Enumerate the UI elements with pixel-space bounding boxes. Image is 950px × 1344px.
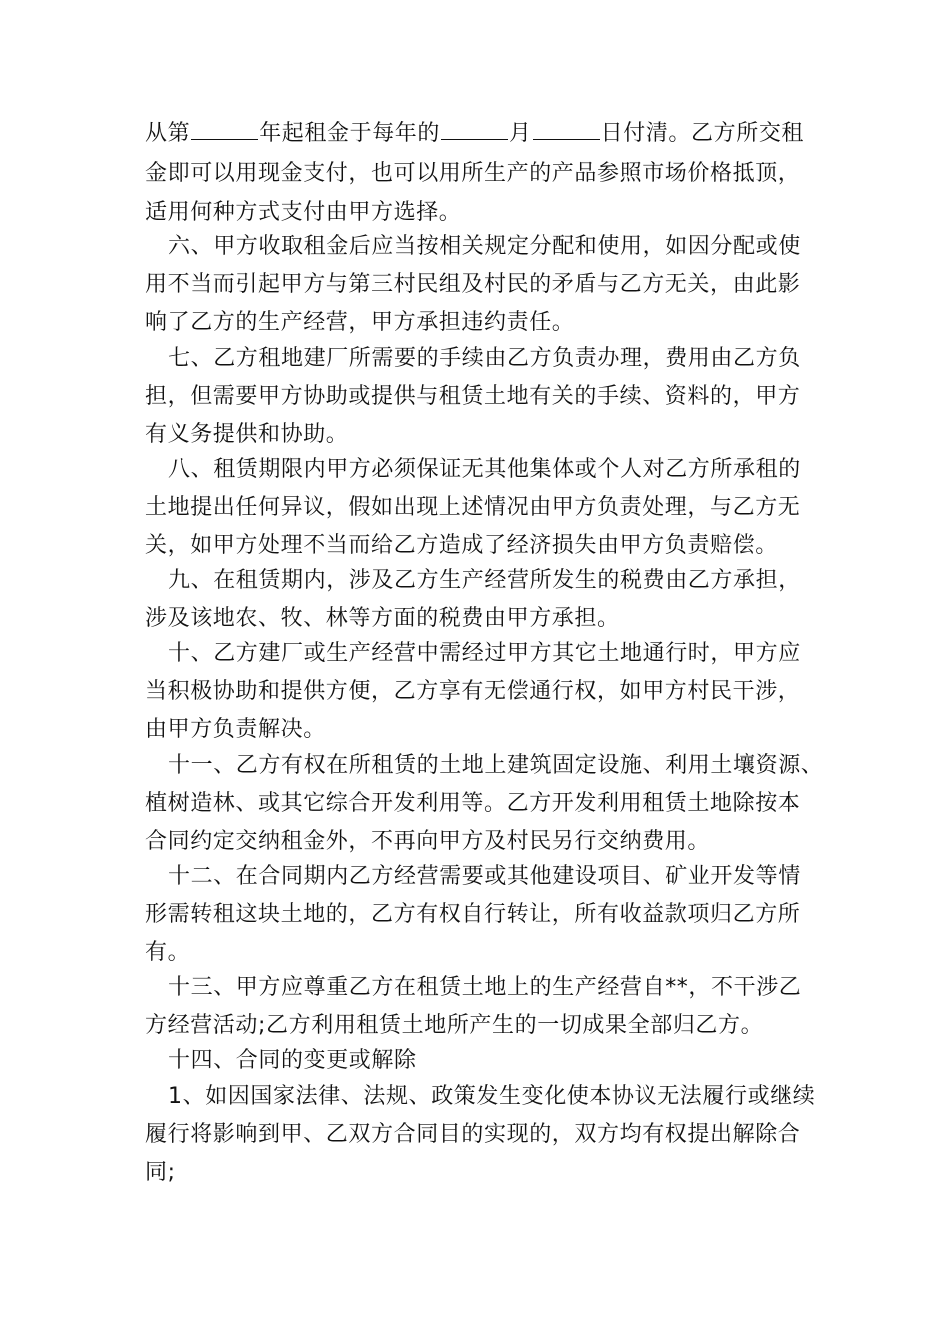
paragraph-5-line-1: [145, 117, 804, 151]
paragraph-8-line-2: 土地提出任何异议，假如出现上述情况由甲方负责处理，与乙方无: [145, 495, 801, 520]
paragraph-12-line-2: 形需转租这块土地的，乙方有权自行转让，所有收益款项归乙方所: [145, 902, 801, 927]
paragraph-11-line-2: 植树造林、或其它综合开发利用等。乙方开发利用租赁土地除按本: [145, 791, 801, 816]
paragraph-8-line-1: 八、租赁期限内甲方必须保证无其他集体或个人对乙方所承租的: [168, 457, 801, 482]
paragraph-12-line-3: 有。: [145, 940, 191, 965]
paragraph-12-line-1: 十二、在合同期内乙方经营需要或其他建设项目、矿业开发等情: [168, 864, 801, 889]
paragraph-14-1-line-1: 1、如因国家法律、法规、政策发生变化使本协议无法履行或继续: [168, 1084, 816, 1109]
paragraph-7-line-2: 担，但需要甲方协助或提供与租赁土地有关的手续、资料的，甲方: [145, 384, 801, 409]
paragraph-14-1-line-2: 履行将影响到甲、乙双方合同目的实现的，双方均有权提出解除合: [145, 1122, 801, 1147]
paragraph-13-line-2: 方经营活动;乙方利用租赁土地所产生的一切成果全部归乙方。: [145, 1013, 764, 1038]
paragraph-11-line-1: 十一、乙方有权在所租赁的土地上建筑固定设施、利用土壤资源、: [168, 753, 824, 778]
paragraph-6-line-3: 响了乙方的生产经营，甲方承担违约责任。: [145, 310, 575, 335]
paragraph-11-line-3: 合同约定交纳租金外，不再向甲方及村民另行交纳费用。: [145, 829, 711, 854]
fill-in-blank-day: [533, 117, 600, 140]
paragraph-7-line-3: 有义务提供和协助。: [145, 422, 349, 447]
text-segment: 从第: [145, 121, 191, 146]
paragraph-5-line-2: 金即可以用现金支付，也可以用所生产的产品参照市场价格抵顶，: [145, 161, 801, 186]
paragraph-8-line-3: 关，如甲方处理不当而给乙方造成了经济损失由甲方负责赔偿。: [145, 533, 778, 558]
paragraph-10-line-2: 当积极协助和提供方便，乙方享有无偿通行权，如甲方村民干涉，: [145, 679, 801, 704]
text-segment: 月: [509, 121, 532, 146]
paragraph-13-line-1: 十三、甲方应尊重乙方在租赁土地上的生产经营自**，不干涉乙: [168, 975, 802, 1000]
paragraph-6-line-2: 用不当而引起甲方与第三村民组及村民的矛盾与乙方无关，由此影: [145, 272, 801, 297]
paragraph-9-line-2: 涉及该地农、牧、林等方面的税费由甲方承担。: [145, 606, 620, 631]
paragraph-9-line-1: 九、在租赁期内，涉及乙方生产经营所发生的税费由乙方承担，: [168, 568, 801, 593]
paragraph-14-1-line-3: 同;: [145, 1160, 176, 1185]
section-14-heading: 十四、合同的变更或解除: [168, 1048, 417, 1073]
paragraph-10-line-1: 十、乙方建厂或生产经营中需经过甲方其它土地通行时，甲方应: [168, 641, 801, 666]
paragraph-10-line-3: 由甲方负责解决。: [145, 717, 326, 742]
paragraph-6-line-1: 六、甲方收取租金后应当按相关规定分配和使用，如因分配或使: [168, 234, 801, 259]
text-segment: 年起租金于每年的: [259, 121, 441, 146]
fill-in-blank-year: [191, 117, 258, 140]
text-segment: 日付清。乙方所交租: [600, 121, 805, 146]
paragraph-5-line-3: 适用何种方式支付由甲方选择。: [145, 200, 462, 225]
paragraph-7-line-1: 七、乙方租地建厂所需要的手续由乙方负责办理，费用由乙方负: [168, 346, 801, 371]
fill-in-blank-month: [441, 117, 508, 140]
